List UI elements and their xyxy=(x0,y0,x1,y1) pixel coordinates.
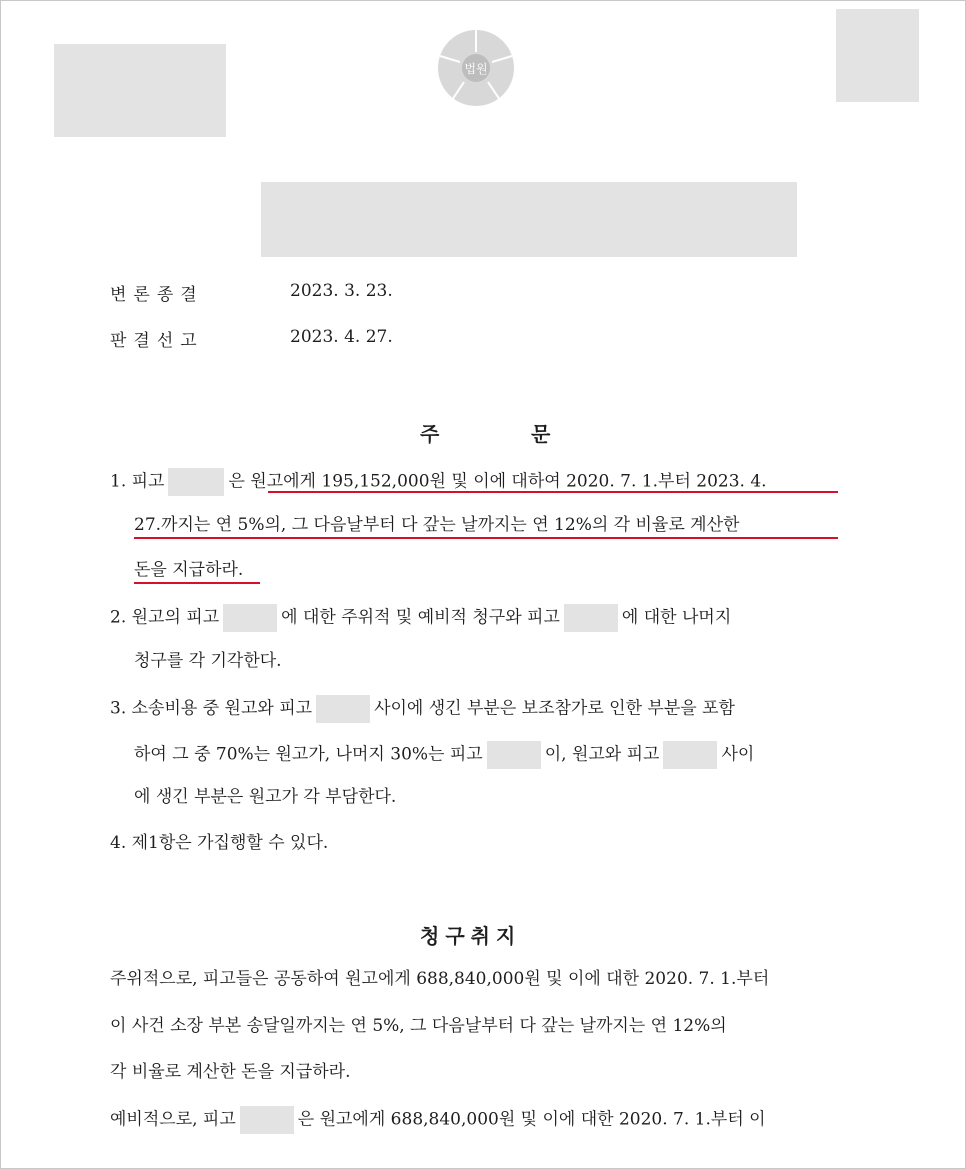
order-item3-line2: 하여 그 중 70%는 원고가, 나머지 30%는 피고 이, 원고와 피고 사이 xyxy=(134,741,754,769)
order-item2-line2: 청구를 각 기각한다. xyxy=(134,651,282,671)
highlight-underline-1 xyxy=(268,491,838,493)
highlight-underline-2 xyxy=(134,537,838,539)
order-heading: 주 문 xyxy=(420,422,553,446)
order-item1-line1: 1. 피고 은 원고에게 195,152,000원 및 이에 대하여 2020. 7. 1.부터 2023. 4. xyxy=(110,468,767,496)
closing-date: 2023. 3. 23. xyxy=(290,281,393,301)
court-emblem-icon xyxy=(430,22,522,112)
redacted-name xyxy=(487,741,541,769)
redacted-title xyxy=(261,182,797,257)
order-item1-line2: 27.까지는 연 5%의, 그 다음날부터 다 갚는 날까지는 연 12%의 각 비율로 계산한 xyxy=(134,515,740,535)
order-item1-line3: 돈을 지급하라. xyxy=(134,560,244,580)
redacted-name xyxy=(663,741,717,769)
verdict-label: 판결선고 xyxy=(110,331,204,351)
order-item3-line1: 3. 소송비용 중 원고와 피고 사이에 생긴 부분은 보조참가로 인한 부분을 포함 xyxy=(110,695,735,723)
claim-line2: 이 사건 소장 부본 송달일까지는 연 5%, 그 다음날부터 다 갚는 날까지는 연 12%의 xyxy=(110,1016,727,1036)
closing-label: 변론종결 xyxy=(110,285,204,305)
redacted-name xyxy=(316,695,370,723)
redacted-name xyxy=(240,1106,294,1134)
claim-line3: 각 비율로 계산한 돈을 지급하라. xyxy=(110,1062,351,1082)
claim-line1: 주위적으로, 피고들은 공동하여 원고에게 688,840,000원 및 이에 대한 2020. 7. 1.부터 xyxy=(110,969,770,989)
redacted-name xyxy=(223,604,277,632)
order-item3-line3: 에 생긴 부분은 원고가 각 부담한다. xyxy=(134,787,397,807)
claim-line4: 예비적으로, 피고 은 원고에게 688,840,000원 및 이에 대한 2020. 7. 1.부터 이 xyxy=(110,1106,766,1134)
redacted-top-left xyxy=(54,44,226,137)
verdict-date: 2023. 4. 27. xyxy=(290,327,393,347)
order-item4: 4. 제1항은 가집행할 수 있다. xyxy=(110,833,329,853)
redacted-top-right xyxy=(836,9,919,102)
highlight-underline-3 xyxy=(134,582,260,584)
redacted-name xyxy=(564,604,618,632)
claim-heading: 청구취지 xyxy=(420,924,522,948)
seal-text: 법원 xyxy=(464,62,488,76)
order-item2-line1: 2. 원고의 피고 에 대한 주위적 및 예비적 청구와 피고 에 대한 나머지 xyxy=(110,604,731,632)
redacted-name xyxy=(168,468,224,496)
